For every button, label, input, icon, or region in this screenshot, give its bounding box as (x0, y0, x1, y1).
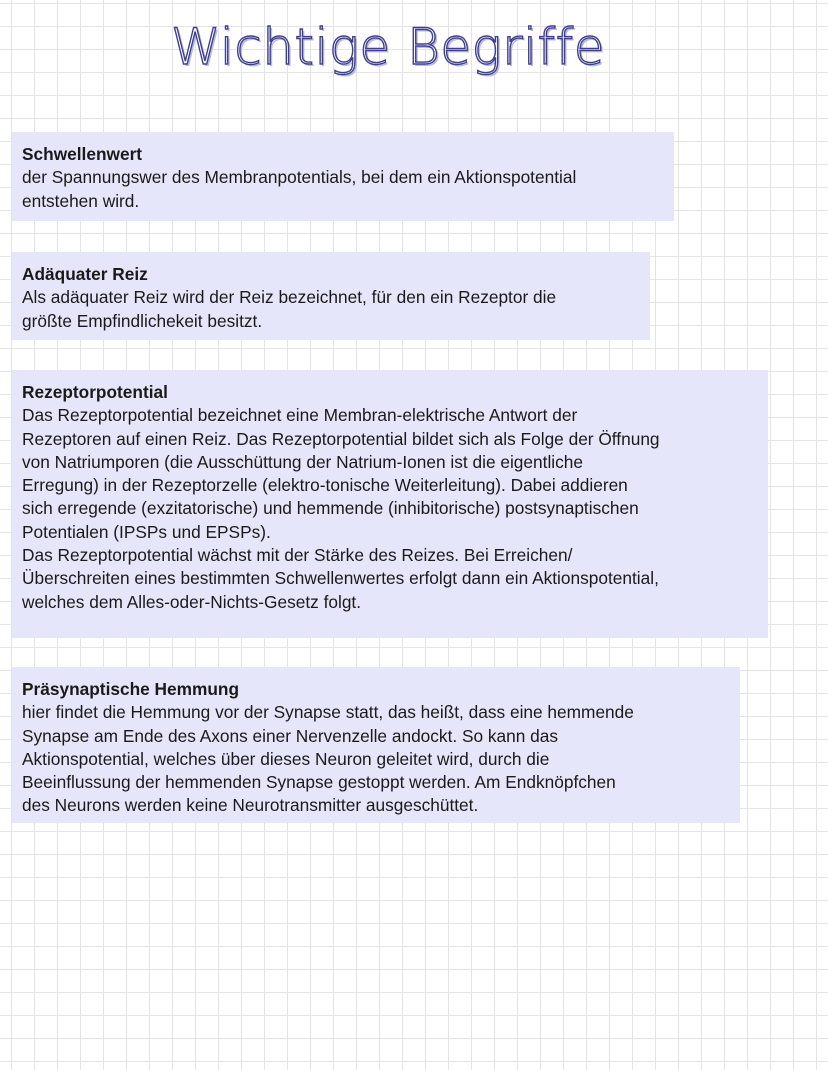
definition-card-adaequater-reiz (12, 252, 650, 340)
definition-card-schwellenwert (12, 132, 674, 221)
card-line: Rezeptoren auf einen Reiz. Das Rezeptorpotential bildet sich als Folge der Öffnung (22, 428, 660, 449)
card-line: Synapse am Ende des Axons einer Nervenzelle andockt. So kann das (22, 725, 559, 746)
card-line: Beeinflussung der hemmenden Synapse gestoppt werden. Am Endknöpfchen (22, 772, 616, 793)
card-heading: Rezeptorpotential (22, 382, 168, 402)
card-line: der Spannungswer des Membranpotentials, bei dem ein Aktionspotential (22, 167, 577, 188)
card-line: von Natriumporen (die Ausschüttung der Natrium-Ionen ist die eigentliche (22, 451, 583, 472)
card-line: Das Rezeptorpotential bezeichnet eine Membran-elektrische Antwort der (22, 405, 578, 426)
card-line: welches dem Alles-oder-Nichts-Gesetz folgt. (22, 591, 362, 612)
card-line: entstehen wird. (22, 190, 140, 211)
card-heading: Adäquater Reiz (22, 264, 148, 284)
card-heading: Präsynaptische Hemmung (22, 679, 240, 699)
card-line: Erregung) in der Rezeptorzelle (elektro-tonische Weiterleitung). Dabei addieren (22, 475, 628, 496)
definition-card-praesynaptische-hemmung (12, 667, 740, 823)
card-line: Aktionspotential, welches über dieses Neuron geleitet wird, durch die (22, 748, 550, 769)
card-line: sich erregende (exzitatorische) und hemmende (inhibitorische) postsynaptischen (22, 498, 639, 519)
card-line: größte Empfindlichekeit besitzt. (22, 310, 263, 331)
card-line: hier findet die Hemmung vor der Synapse statt, das heißt, dass eine hemmende (22, 702, 634, 723)
card-line: des Neurons werden keine Neurotransmitter ausgeschüttet. (22, 795, 479, 816)
page-title: Wichtige Begriffe (171, 18, 605, 76)
card-heading: Schwellenwert (22, 144, 143, 164)
card-line: Potentialen (IPSPs und EPSPs). (22, 521, 271, 542)
card-line: Überschreiten eines bestimmten Schwellenwertes erfolgt dann ein Aktionspotential, (22, 568, 659, 589)
definition-card-rezeptorpotential (12, 370, 768, 638)
card-line: Das Rezeptorpotential wächst mit der Stärke des Reizes. Bei Erreichen/ (22, 545, 573, 566)
card-line: Als adäquater Reiz wird der Reiz bezeichnet, für den ein Rezeptor die (22, 287, 557, 308)
